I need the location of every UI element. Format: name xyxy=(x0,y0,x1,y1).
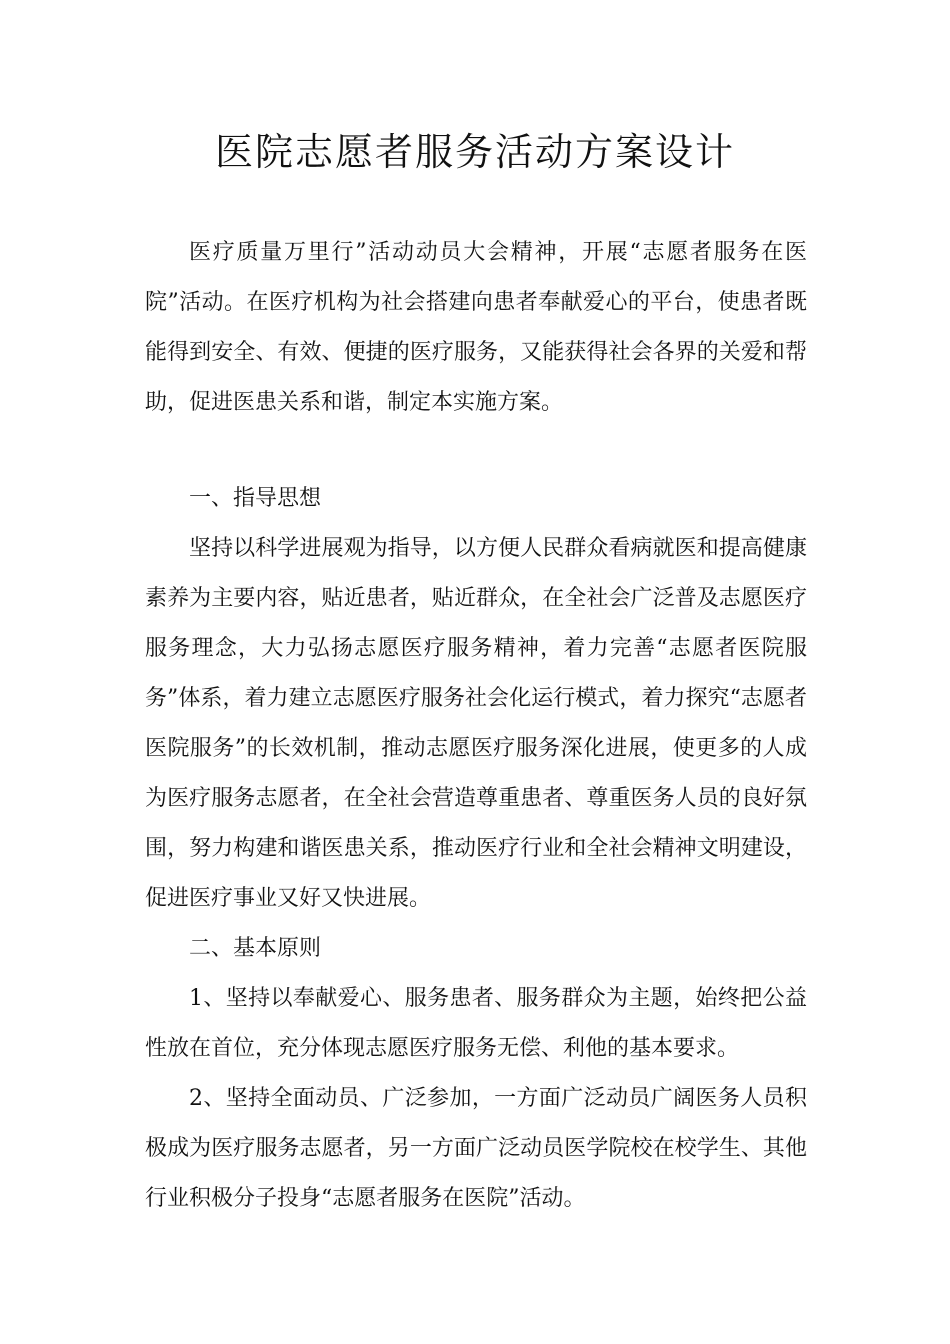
guiding-thought-paragraph: 坚持以科学进展观为指导，以方便人民群众看病就医和提高健康素养为主要内容，贴近患者，贴近群众，在全社会广泛普及志愿医疗服务理念，大力弘扬志愿医疗服务精神，着力完善“志愿者医院服务”体系，着力建立志愿医疗服务社会化运行模式，着力探究“志愿者医院服务”的长效机制，推动志愿医疗服务深化进展，使更多的人成为医疗服务志愿者，在全社会营造尊重患者、尊重医务人员的良好氛围，努力构建和谐医患关系，推动医疗行业和全社会精神文明建设，促进医疗事业又好又快进展。 xyxy=(145,536,807,911)
principle-paragraph-1: 1、坚持以奉献爱心、服务患者、服务群众为主题，始终把公益性放在首位，充分体现志愿医疗服务无偿、利他的基本要求。 xyxy=(145,986,807,1061)
section-heading-basic-principles: 二、基本原则 xyxy=(189,936,322,961)
intro-paragraph: 医疗质量万里行”活动动员大会精神，开展“志愿者服务在医院”活动。在医疗机构为社会搭建向患者奉献爱心的平台，使患者既能得到安全、有效、便捷的医疗服务，又能获得社会各界的关爱和帮助，促进医患关系和谐，制定本实施方案。 xyxy=(145,240,807,415)
section-heading-guiding-thought: 一、指导思想 xyxy=(189,486,322,511)
principle-paragraph-2: 2、坚持全面动员、广泛参加，一方面广泛动员广阔医务人员积极成为医疗服务志愿者，另一方面广泛动员医学院校在校学生、其他行业积极分子投身“志愿者服务在医院”活动。 xyxy=(145,1086,807,1211)
document-title: 医院志愿者服务活动方案设计 xyxy=(214,130,735,174)
